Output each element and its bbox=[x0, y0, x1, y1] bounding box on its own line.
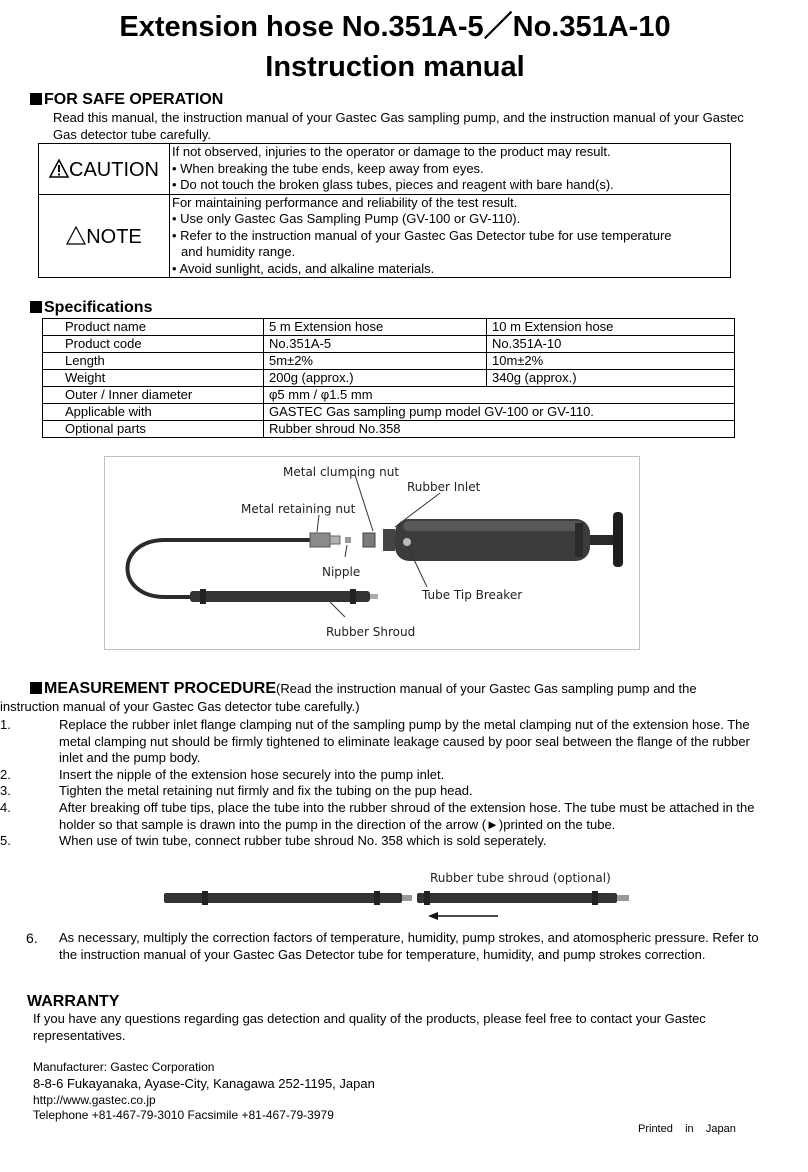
second-shroud-shape bbox=[417, 893, 617, 903]
note-label-cell bbox=[39, 194, 170, 278]
label-rubber-inlet: Rubber Inlet bbox=[407, 480, 481, 494]
spec-row bbox=[43, 336, 735, 353]
caution-label: CAUTION bbox=[69, 159, 159, 181]
step-number: 3. bbox=[0, 783, 11, 799]
safe-operation-heading: FOR SAFE OPERATION bbox=[30, 90, 223, 110]
procedure-heading bbox=[30, 680, 770, 697]
first-shroud-shape bbox=[164, 893, 402, 903]
warranty-heading: WARRANTY bbox=[27, 993, 120, 1010]
spec-row bbox=[43, 353, 735, 370]
printed-in-japan: Printed in Japan bbox=[638, 1123, 736, 1135]
note-line: For maintaining performance and reliability of the test result. bbox=[172, 194, 518, 210]
spec-key: Product code bbox=[43, 336, 264, 353]
procedure-step bbox=[0, 783, 765, 800]
square-bullet-icon bbox=[30, 93, 42, 105]
spec-key: Applicable with bbox=[43, 404, 264, 421]
note-line: • Avoid sunlight, acids, and alkaline materials. bbox=[172, 260, 435, 276]
spec-value: φ5 mm / φ1.5 mm bbox=[264, 387, 735, 404]
flow-arrow-icon bbox=[428, 912, 438, 920]
warranty-text: If you have any questions regarding gas detection and quality of the products, please feel free to contact your Gastec representatives. bbox=[33, 1011, 706, 1043]
step-text: Replace the rubber inlet flange clamping nut of the sampling pump by the metal clamping nut of the extension hose. The metal clamping nut should be firmly tightened to eliminate leakage caused by poor seal between the flange of the rubber inlet and the pump body. bbox=[59, 717, 750, 766]
procedure-step bbox=[0, 767, 765, 784]
note-line: • Refer to the instruction manual of your Gastec Gas Detector tube for use temperature bbox=[172, 227, 672, 243]
title-line-2: Instruction manual bbox=[265, 51, 525, 83]
procedure-step bbox=[0, 833, 765, 850]
manufacturer-url[interactable]: http://www.gastec.co.jp bbox=[33, 1093, 156, 1107]
note-text-cell bbox=[170, 194, 731, 278]
caution-text-cell bbox=[170, 144, 731, 195]
spec-value: 200g (approx.) bbox=[264, 370, 487, 387]
step-number: 6. bbox=[26, 930, 38, 946]
step-number: 1. bbox=[0, 717, 11, 732]
square-bullet-icon bbox=[30, 682, 42, 694]
title-line-1: Extension hose No.351A-5／No.351A-10 bbox=[119, 11, 671, 43]
spec-key: Optional parts bbox=[43, 421, 264, 438]
spec-row bbox=[43, 319, 735, 336]
spec-row bbox=[43, 404, 735, 421]
twin-tube-illustration bbox=[162, 866, 637, 922]
spec-key: Weight bbox=[43, 370, 264, 387]
spec-value: 10m±2% bbox=[487, 353, 735, 370]
twin-tube-figure bbox=[162, 866, 637, 922]
spec-value: 5m±2% bbox=[264, 353, 487, 370]
pump-hose-illustration bbox=[105, 457, 639, 649]
manufacturer-label: Manufacturer: Gastec Corporation bbox=[33, 1060, 215, 1074]
spec-value: 5 m Extension hose bbox=[264, 319, 487, 336]
procedure-title: MEASUREMENT PROCEDURE bbox=[44, 680, 277, 697]
product-figure bbox=[104, 456, 640, 650]
step-number: 4. bbox=[0, 799, 11, 815]
procedure-step bbox=[0, 930, 765, 963]
rubber-inlet-shape bbox=[383, 529, 395, 551]
manufacturer-address: 8-8-6 Fukayanaka, Ayase-City, Kanagawa 252-1195, Japan bbox=[33, 1076, 375, 1091]
procedure-steps bbox=[0, 717, 765, 850]
procedure-step-6 bbox=[0, 930, 765, 963]
step-number: 2. bbox=[0, 766, 11, 782]
spec-value: 10 m Extension hose bbox=[487, 319, 735, 336]
label-metal-clumping-nut: Metal clumping nut bbox=[283, 465, 400, 479]
note-line: and humidity range. bbox=[181, 244, 296, 259]
twin-tube-label: Rubber tube shroud (optional) bbox=[430, 871, 611, 885]
spec-key: Outer / Inner diameter bbox=[43, 387, 264, 404]
step-text: Tighten the metal retaining nut firmly and fix the tubing on the pup head. bbox=[59, 783, 473, 799]
caution-label-cell bbox=[39, 144, 170, 195]
spec-key: Product name bbox=[43, 319, 264, 336]
step-text: Insert the nipple of the extension hose securely into the pump inlet. bbox=[59, 766, 445, 782]
step-text: After breaking off tube tips, place the tube into the rubber shroud of the extension hose. The tube must be attached in the holder so that sample is drawn into the pump in the direction of the arrow (►)printed on the tube. bbox=[59, 799, 755, 832]
spec-row bbox=[43, 421, 735, 438]
safety-table bbox=[38, 143, 731, 278]
note-triangle-icon bbox=[66, 226, 86, 245]
note-label: NOTE bbox=[86, 226, 142, 248]
metal-clumping-nut-shape bbox=[363, 533, 375, 547]
nipple-shape bbox=[345, 537, 351, 543]
spec-value: Rubber shroud No.358 bbox=[264, 421, 735, 438]
spec-key: Length bbox=[43, 353, 264, 370]
label-rubber-shroud: Rubber Shroud bbox=[326, 625, 416, 639]
tube-tip-breaker-shape bbox=[403, 538, 411, 546]
procedure-note: (Read the instruction manual of your Gastec Gas sampling pump and the bbox=[276, 681, 697, 696]
label-nipple: Nipple bbox=[322, 565, 361, 579]
caution-line: • Do not touch the broken glass tubes, pieces and reagent with bare hand(s). bbox=[172, 177, 614, 192]
note-line: • Use only Gastec Gas Sampling Pump (GV-100 or GV-110). bbox=[172, 211, 521, 226]
rubber-shroud-shape bbox=[190, 591, 370, 602]
procedure-step bbox=[0, 800, 765, 833]
warning-triangle-icon bbox=[49, 159, 69, 178]
safe-operation-intro: Read this manual, the instruction manual of your Gastec Gas sampling pump, and the instruction manual of your Gastec Gas detector tube carefully. bbox=[53, 110, 744, 142]
square-bullet-icon bbox=[30, 301, 42, 313]
spec-row bbox=[43, 370, 735, 387]
step-text: As necessary, multiply the correction factors of temperature, humidity, pump strokes, and atomospheric pressure. Refer to the instruction manual of your Gastec Gas Detector tube for temperature, humidity, and pump strokes correction. bbox=[59, 930, 759, 962]
spec-value: GASTEC Gas sampling pump model GV-100 or GV-110. bbox=[264, 404, 735, 421]
manufacturer-phone: Telephone +81-467-79-3010 Facsimile +81-467-79-3979 bbox=[33, 1108, 334, 1122]
spec-value: No.351A-10 bbox=[487, 336, 735, 353]
specifications-heading: Specifications bbox=[30, 298, 152, 318]
step-text: When use of twin tube, connect rubber tube shroud No. 358 which is sold seperately. bbox=[59, 833, 547, 849]
procedure-step bbox=[0, 717, 765, 767]
procedure-note-continued: instruction manual of your Gastec Gas detector tube carefully.) bbox=[0, 699, 360, 714]
step-number: 5. bbox=[0, 833, 11, 849]
specifications-table bbox=[42, 318, 735, 438]
caution-line: If not observed, injuries to the operator or damage to the product may result. bbox=[172, 144, 611, 159]
label-tube-tip-breaker: Tube Tip Breaker bbox=[422, 588, 523, 602]
hose-line bbox=[128, 540, 311, 597]
caution-line: • When breaking the tube ends, keep away from eyes. bbox=[172, 160, 484, 176]
spec-value: 340g (approx.) bbox=[487, 370, 735, 387]
label-metal-retaining-nut: Metal retaining nut bbox=[241, 502, 356, 516]
metal-retaining-nut-shape bbox=[310, 533, 330, 547]
spec-value: No.351A-5 bbox=[264, 336, 487, 353]
spec-row bbox=[43, 387, 735, 404]
pump-handle-shape bbox=[613, 512, 623, 567]
